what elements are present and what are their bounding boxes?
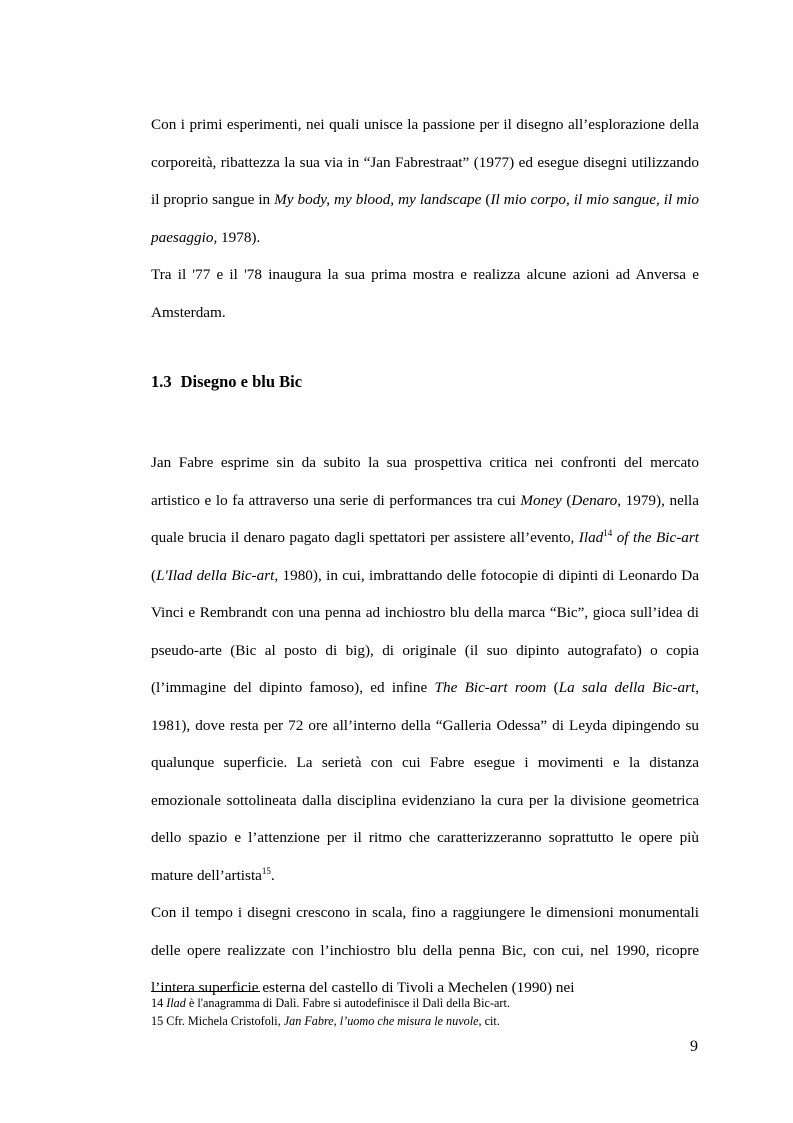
artwork-title-translation: Il mio corpo, il mio sangue, il mio paesaggio: [151, 191, 700, 246]
footnotes: [151, 995, 711, 1030]
body-text: , 1979), nella quale brucia il denaro pagato dagli spettatori per assistere all’evento,: [151, 491, 699, 546]
intro-text: (: [481, 191, 491, 208]
body-block: [151, 444, 699, 1007]
footnote-separator: [151, 991, 260, 992]
footnote-italic: Jan Fabre, l’uomo che misura le nuvole: [283, 1013, 479, 1028]
footnote-14: [151, 995, 711, 1013]
artwork-title: Money: [520, 491, 562, 509]
intro-paragraph-2: Tra il '77 e il '78 inaugura la sua prima mostra e realizza alcune azioni ad Anversa e Amsterdam.: [151, 266, 699, 321]
intro-block: [151, 106, 699, 331]
section-title: Disegno e blu Bic: [180, 372, 303, 391]
artwork-title-translation: Denaro: [571, 491, 618, 509]
footnote-ref-15[interactable]: 15: [261, 865, 271, 876]
artwork-title-translation: La sala della Bic-art: [558, 679, 696, 696]
artwork-title: My body, my blood, my landscape: [274, 191, 482, 208]
footnote-number: 14: [151, 996, 164, 1010]
footnote-ref-14[interactable]: 14: [603, 528, 613, 538]
body-text: , 1981), dove resta per 72 ore all’interno della “Galleria Odessa” di Leyda dipingendo su qualunque superficie. La serietà con cui Fabre esegue i movimenti e la distanza emozionale sottolineata dalla disciplina evidenziano la cura per la divisione geometrica dello spazio e l’attenzione per il ritmo che caratterizzeranno soprattutto le opere più mature dell’artista: [151, 679, 700, 884]
section-number: 1.3: [151, 372, 172, 391]
footnote-text: è l'anagramma di Dalì. Fabre si autodefinisce il Dalì della Bic-art.: [185, 996, 510, 1010]
footnote-15: [151, 1013, 711, 1031]
body-text: (: [546, 679, 559, 696]
body-text: , 1980), in cui, imbrattando delle fotocopie di dipinti di Leonardo Da Vinci e Rembrandt con una penna ad inchiostro blu della marca “Bic”, gioca sull’idea di pseudo-arte (Bic al posto di big), di originale (il suo dipinto autografato) o copia (l’immagine del dipinto famoso), ed infine: [151, 566, 699, 696]
body-text: (: [561, 491, 572, 509]
body-paragraph-1: [151, 444, 699, 894]
body-text: (: [151, 566, 157, 584]
section-heading: [151, 370, 302, 394]
artwork-title: of the Bic-art: [612, 529, 699, 546]
artwork-title-translation: L'Ilad della Bic-art: [156, 566, 275, 584]
intro-text: Con i primi esperimenti, nei quali unisce la passione per il disegno all’esplorazione della corporeità, ribattezza la sua via in “Jan Fabrestraat” (1977) ed esegue disegni utilizzando il proprio sangue in: [151, 116, 699, 208]
footnote-text: Cfr. Michela Cristofoli,: [166, 1013, 284, 1028]
artwork-title: The Bic-art room: [434, 679, 547, 696]
body-text: Jan Fabre esprime sin da subito la sua prospettiva critica nei confronti del mercato artistico e lo fa attraverso una serie di performances tra cui: [151, 454, 699, 509]
artwork-title: Ilad: [578, 529, 604, 546]
body-text: .: [270, 866, 275, 884]
footnote-number: 15: [151, 1013, 164, 1028]
intro-paragraph-1: [151, 106, 699, 256]
body-paragraph-2: Con il tempo i disegni crescono in scala, fino a raggiungere le dimensioni monumentali delle opere realizzate con l’inchiostro blu della penna Bic, con cui, nel 1990, ricopre l’intera superficie esterna del castello di Tivoli a Mechelen (1990) nei: [151, 904, 699, 996]
intro-text: , 1978).: [213, 228, 261, 246]
footnote-italic: Ilad: [166, 996, 186, 1010]
footnote-text: , cit.: [478, 1013, 500, 1028]
page-number: 9: [690, 1038, 698, 1055]
